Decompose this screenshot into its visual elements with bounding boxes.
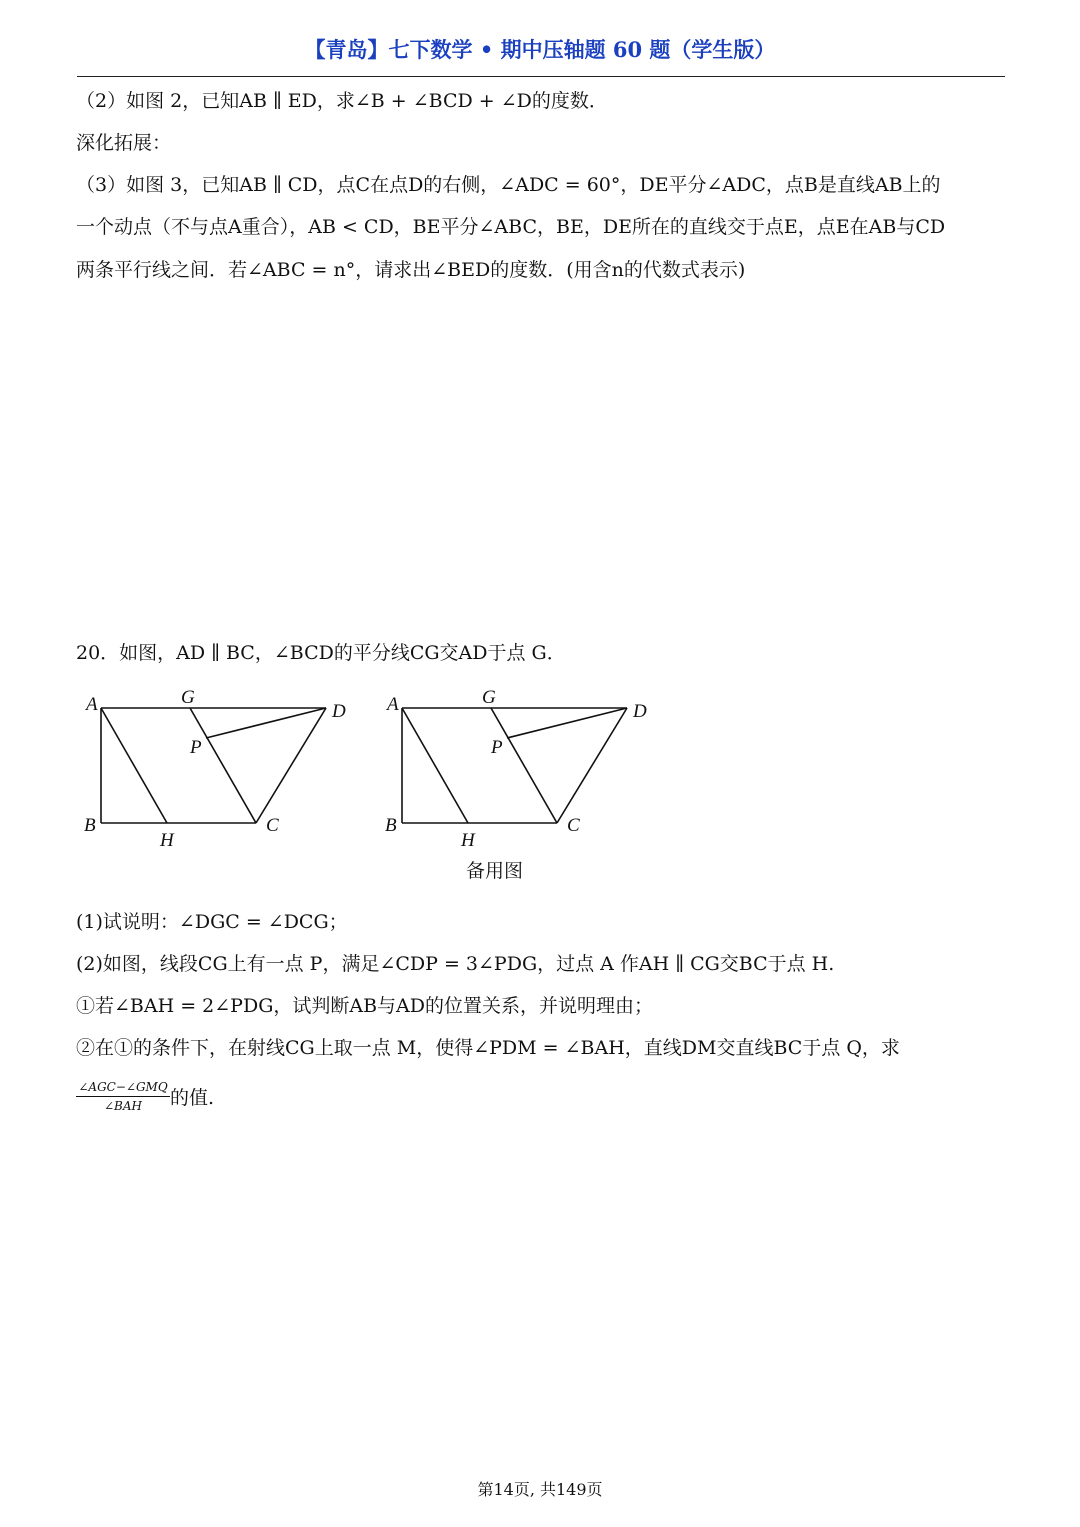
segment-CD xyxy=(256,708,326,823)
label-P: P xyxy=(190,737,202,758)
geometry-diagram-backup xyxy=(381,680,661,855)
segment-CG xyxy=(491,708,557,823)
q19-part2: （2）如图 2，已知AB ∥ ED，求∠B + ∠BCD + ∠D的度数． xyxy=(76,90,608,112)
q20-sub1: ①若∠BAH = 2∠PDG，试判断AB与AD的位置关系，并说明理由； xyxy=(76,995,654,1017)
fraction-tail: 的值. xyxy=(170,1087,215,1109)
q19-part3-line3: 两条平行线之间．若∠ABC = n°，请求出∠BED的度数．(用含n的代数式表示) xyxy=(76,259,746,281)
fraction-denominator: ∠BAH xyxy=(103,1099,142,1113)
label-H: H xyxy=(461,830,475,851)
page-header-title: 【青岛】七下数学 • 期中压轴题 60 题（学生版） xyxy=(304,37,776,62)
label-A: A xyxy=(86,694,98,715)
header-divider xyxy=(77,76,1005,77)
q20-stem: 20．如图，AD ∥ BC，∠BCD的平分线CG交AD于点 G． xyxy=(76,642,566,664)
label-G: G xyxy=(482,687,496,708)
q20-part2: (2)如图，线段CG上有一点 P，满足∠CDP = 3∠PDG，过点 A 作AH ∥ CG交BC于点 H. xyxy=(76,953,835,975)
segment-CG xyxy=(190,708,256,823)
label-D: D xyxy=(332,701,346,722)
segment-CD xyxy=(557,708,627,823)
label-G: G xyxy=(181,687,195,708)
geometry-diagram xyxy=(80,680,360,855)
q20-part1: (1)试说明：∠DGC = ∠DCG； xyxy=(76,911,348,933)
q19-extension-heading: 深化拓展： xyxy=(76,132,172,154)
q20-figure-main xyxy=(80,680,360,859)
segment-DP xyxy=(206,708,326,738)
label-C: C xyxy=(266,815,279,836)
label-D: D xyxy=(633,701,647,722)
q19-part3-line2: 一个动点（不与点A重合），AB < CD，BE平分∠ABC，BE，DE所在的直线交于点E，点E在AB与CD xyxy=(76,216,946,238)
figure-caption: 备用图 xyxy=(466,860,524,882)
fraction-numerator: ∠AGC−∠GMQ xyxy=(76,1080,170,1097)
segment-AH xyxy=(402,708,468,823)
q19-part3-line1: （3）如图 3，已知AB ∥ CD，点C在点D的右侧，∠ADC = 60°，DE平分∠ADC，点B是直线AB上的 xyxy=(76,174,941,196)
q20-sub2: ②在①的条件下，在射线CG上取一点 M，使得∠PDM = ∠BAH，直线DM交直线BC于点 Q，求 xyxy=(76,1037,900,1059)
segment-DP xyxy=(507,708,627,738)
q20-figure-backup xyxy=(381,680,661,859)
fraction-expression xyxy=(76,1080,170,1113)
page-indicator: 第14页, 共149页 xyxy=(477,1480,603,1499)
label-H: H xyxy=(160,830,174,851)
label-B: B xyxy=(385,815,397,836)
label-B: B xyxy=(84,815,96,836)
label-P: P xyxy=(491,737,503,758)
label-A: A xyxy=(387,694,399,715)
segment-AH xyxy=(101,708,167,823)
label-C: C xyxy=(567,815,580,836)
